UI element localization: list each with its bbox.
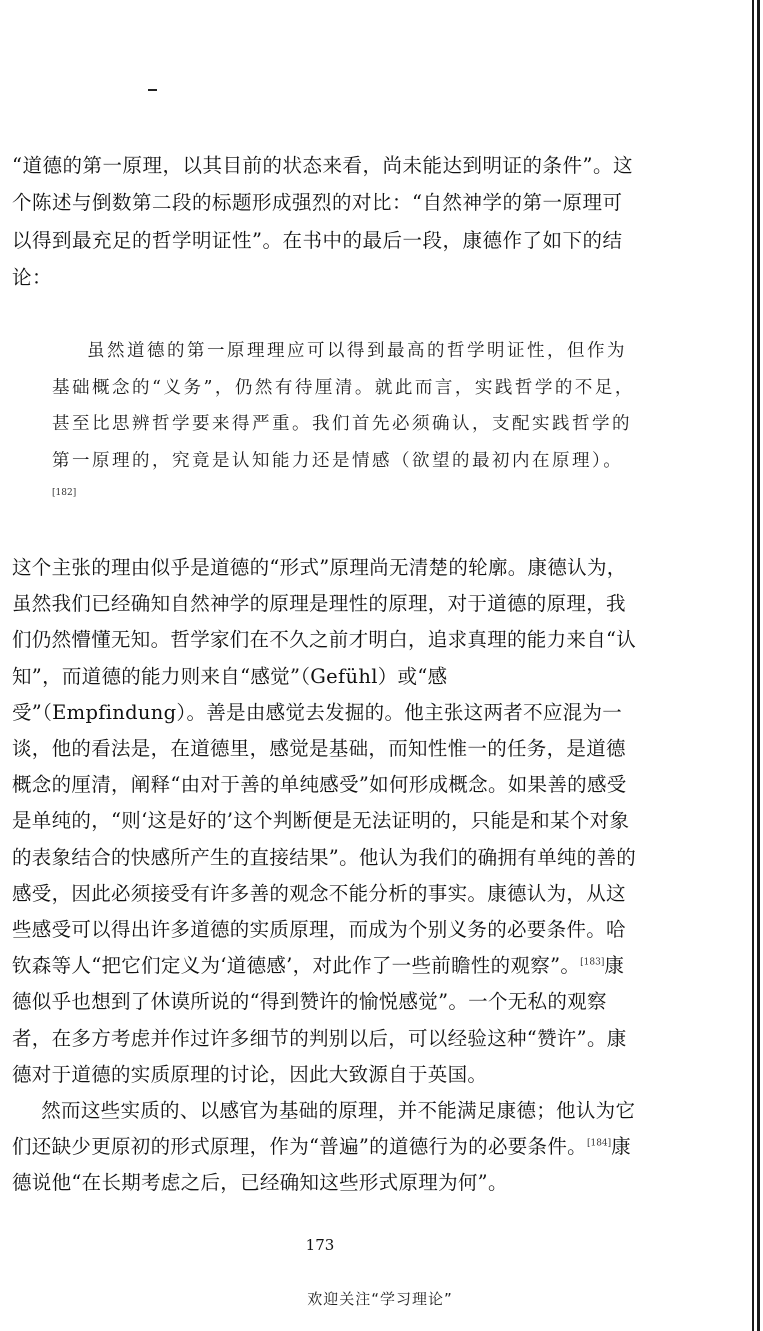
page-edge-shadow: [752, 0, 754, 1331]
page-number: 173: [305, 1236, 335, 1254]
paragraph-argument: [12, 550, 640, 1093]
paragraph-intro: [12, 147, 640, 296]
block-quote-text: 虽然道德的第一原理理应可以得到最高的哲学明证性，但作为基础概念的“义务”，仍然有待厘清。就此而言，实践哲学的不足，甚至比思辨哲学要来得严重。我们首先必须确认，支配实践哲学的第一原理的，究竟是认知能力还是情感（欲望的最初内在原理）。: [52, 341, 635, 471]
block-quote: [52, 333, 640, 516]
page-edge-shadow-outer: [757, 0, 760, 1331]
paragraph-intro-text: “道德的第一原理，以其目前的状态来看，尚未能达到明证的条件”。这个陈述与倒数第二段的标题形成强烈的对比：“自然神学的第一原理可以得到最充足的哲学明证性”。在书中的最后一段，康德作了如下的结论：: [12, 154, 633, 289]
footer-watermark: 欢迎关注“学习理论”: [307, 1290, 453, 1308]
paragraph-argument-text-2: 康德似乎也想到了休谟所说的“得到赞许的愉悦感觉”。一个无私的观察者，在多方考虑并作过许多细节的判别以后，可以经验这种“赞许”。康德对于道德的实质原理的讨论，因此大致源自于英国。: [12, 954, 627, 1086]
body-text: [12, 550, 640, 1202]
paragraph-conclusion-text-2: 康德说他“在长期考虑之后，已经确知这些形式原理为何”。: [12, 1135, 631, 1195]
paragraph-conclusion-text-1: 然而这些实质的、以感官为基础的原理，并不能满足康德；他认为它们还缺少更原初的形式原理，作为“普遍”的道德行为的必要条件。: [12, 1099, 636, 1159]
footnote-ref-183[interactable]: [183]: [580, 957, 605, 968]
footnote-ref-184[interactable]: [184]: [586, 1138, 612, 1149]
scan-mark: [148, 89, 157, 91]
paragraph-conclusion: [12, 1093, 640, 1202]
footnote-ref-182[interactable]: [182]: [52, 488, 77, 499]
paragraph-argument-text-1: 这个主张的理由似乎是道德的“形式”原理尚无清楚的轮廓。康德认为，虽然我们已经确知自然神学的原理是理性的原理，对于道德的原理，我们仍然懵懂无知。哲学家们在不久之前才明白，追求真理的能力来自“认知”，而道德的能力则来自“感觉”（Gefühl）或“感受”（Empfindung）。善是由感觉去发掘的。他主张这两者不应混为一谈，他的看法是，在道德里，感觉是基础，而知性惟一的任务，是道德概念的厘清，阐释“由对于善的单纯感受”如何形成概念。如果善的感受是单纯的，“则‘这是好的’这个判断便是无法证明的，只能是和某个对象的表象结合的快感所产生的直接结果”。他认为我们的确拥有单纯的善的感受，因此必须接受有许多善的观念不能分析的事实。康德认为，从这些感受可以得出许多道德的实质原理，而成为个别义务的必要条件。哈钦森等人“把它们定义为‘道德感’，对此作了一些前瞻性的观察”。: [12, 556, 637, 978]
